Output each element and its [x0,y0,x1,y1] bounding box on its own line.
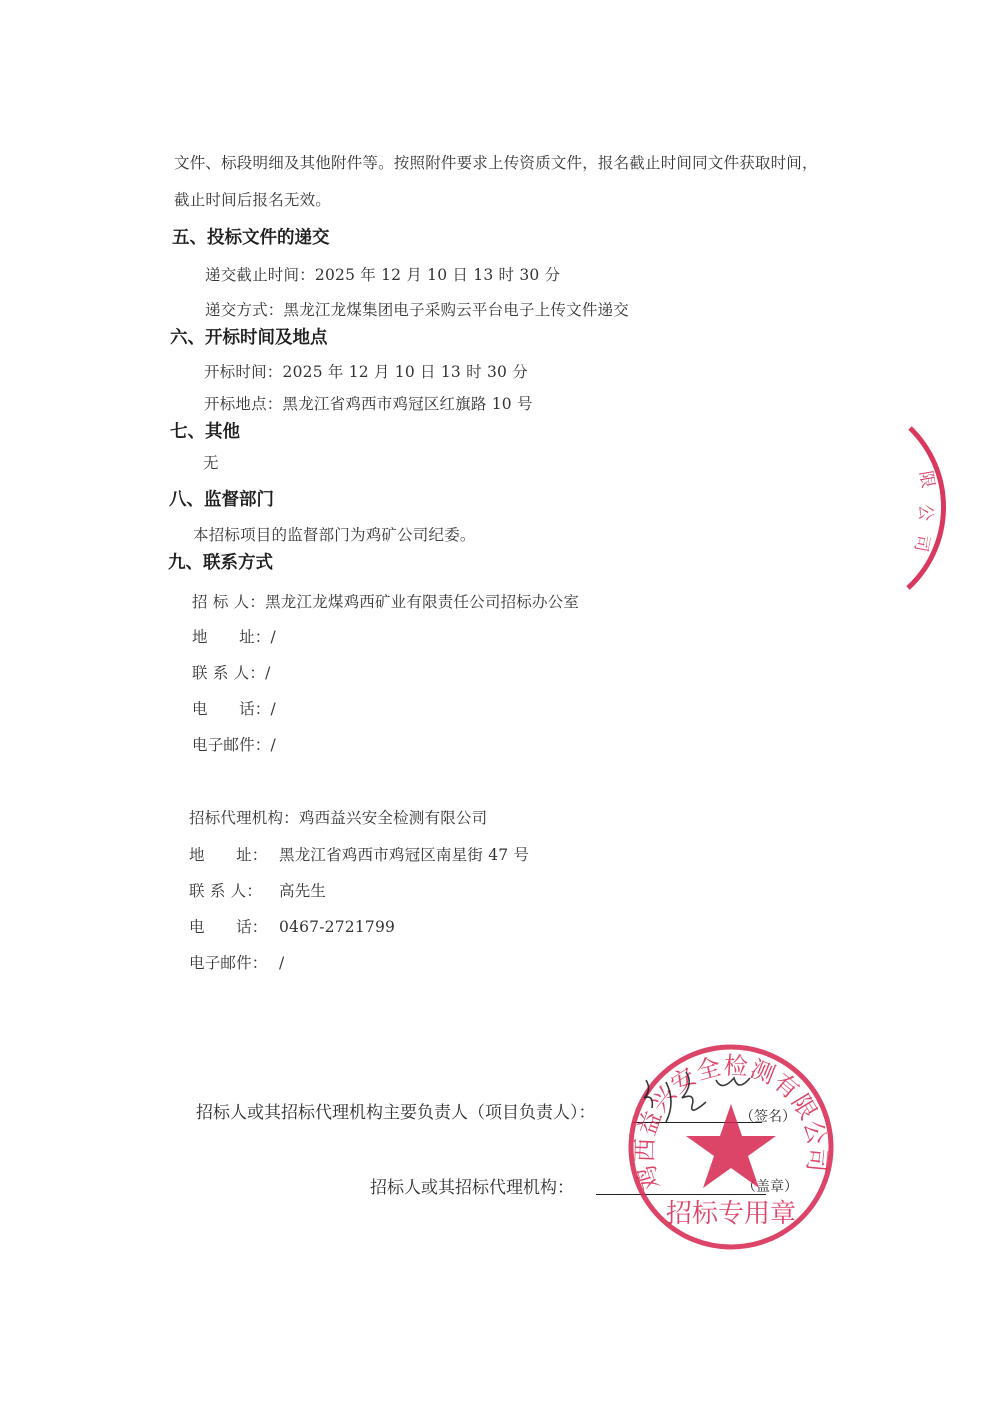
section-7-heading: 七、其他 [170,422,240,442]
opening-time-label: 开标时间： [204,363,283,381]
submission-deadline [205,263,560,285]
svg-text:公: 公 [915,504,935,521]
submission-deadline-label: 递交截止时间： [205,266,315,284]
organization-label: 招标人或其招标代理机构： [370,1178,574,1198]
section-9-heading: 九、联系方式 [168,553,273,573]
svg-text:鸡西益兴安全检测有限公司: 鸡西益兴安全检测有限公司 [630,1051,832,1193]
tenderer-row [192,661,271,683]
opening-place-value: 黑龙江省鸡西市鸡冠区红旗路 10 号 [282,395,533,413]
opening-place-label: 开标地点： [204,395,283,413]
tenderer-row [192,697,276,719]
agency-email-value: / [279,954,285,972]
tenderer-address-label: 地 址： [192,628,271,646]
tenderer-row [192,733,276,755]
tenderer-email-label: 电子邮件： [192,736,271,754]
section-8-heading: 八、监督部门 [169,490,274,510]
agency-row [189,879,326,901]
tenderer-contact-value: / [265,664,271,682]
agency-phone-value: 0467-2721799 [279,918,396,936]
opening-time [204,360,528,382]
tenderer-row [192,590,579,612]
submission-deadline-value: 2025 年 12 月 10 日 13 时 30 分 [314,266,561,284]
responsible-person-label: 招标人或其招标代理机构主要负责人（项目负责人）： [196,1103,596,1123]
tenderer-email-value: / [270,736,276,754]
tenderer-phone-label: 电 话： [192,700,271,718]
tenderer-phone-value: / [270,700,276,718]
tenderer-contact-label: 联 系 人： [192,664,266,682]
supervision-content: 本招标项目的监督部门为鸡矿公司纪委。 [193,526,476,544]
section-6-heading: 六、开标时间及地点 [170,328,328,348]
intro-line-1: 文件、标段明细及其他附件等。按照附件要求上传资质文件，报名截止时间同文件获取时间， [174,154,818,172]
intro-line-2: 截止时间后报名无效。 [174,191,332,209]
tenderer-name-value: 黑龙江龙煤鸡西矿业有限责任公司招标办公室 [265,593,580,611]
submission-method-label: 递交方式： [205,301,284,319]
submission-method [205,298,629,320]
agency-email-label: 电子邮件： [189,954,268,972]
tenderer-row [192,625,276,647]
agency-row [189,843,529,865]
agency-name-label: 招标代理机构： [189,809,299,827]
seal-note: （盖章） [742,1179,798,1195]
agency-address-label: 地 址： [189,846,268,864]
opening-place [204,392,533,414]
svg-text:招标专用章: 招标专用章 [665,1199,797,1229]
opening-time-value: 2025 年 12 月 10 日 13 时 30 分 [282,363,528,381]
edge-seal-icon [880,410,1000,600]
company-seal-icon [626,1042,836,1252]
agency-row [189,806,487,828]
submission-method-value: 黑龙江龙煤集团电子采购云平台电子上传文件递交 [283,301,629,319]
svg-text:限: 限 [915,469,938,490]
section-5-heading: 五、投标文件的递交 [172,228,330,248]
agency-contact-label: 联 系 人： [189,882,263,900]
agency-phone-label: 电 话： [189,918,268,936]
agency-name-value: 鸡西益兴安全检测有限公司 [298,809,488,827]
agency-address-value: 黑龙江省鸡西市鸡冠区南星街 47 号 [279,846,530,864]
other-content: 无 [203,454,219,472]
tenderer-name-label: 招 标 人： [192,593,266,611]
agency-row [189,951,284,973]
tenderer-address-value: / [270,628,276,646]
svg-text:司: 司 [910,533,933,554]
sign-note: （签名） [740,1109,796,1125]
agency-contact-value: 高先生 [279,882,327,900]
agency-row [189,915,395,937]
